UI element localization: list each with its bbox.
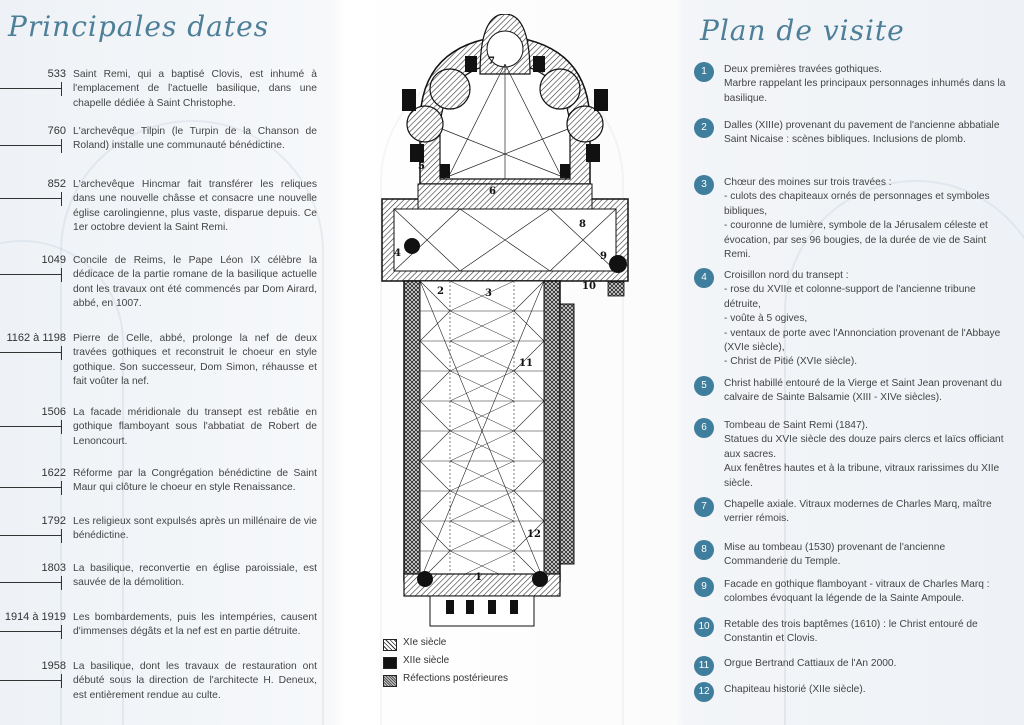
item-line: Aux fenêtres hautes et à la tribune, vitraux rarissimes du XIIe siècle. — [724, 463, 1000, 489]
item-line: Tombeau de Saint Remi (1847). — [724, 420, 868, 431]
item-line: Croisillon nord du transept : — [724, 270, 849, 281]
item-line: Deux premières travées gothiques. — [724, 64, 882, 75]
item-line: - Christ de Pitié (XVIe siècle). — [724, 356, 858, 368]
item-number-badge: 12 — [694, 682, 714, 702]
item-number-badge: 2 — [694, 118, 714, 138]
plan-label-12: 12 — [527, 529, 541, 540]
item-line: Marbre rappelant les principaux personnages inhumés dans la basilique. — [724, 78, 1006, 104]
date-year: 1049 — [41, 254, 66, 266]
item-line: - ventaux de porte avec l'Annonciation provenant de l'Abbaye (XVIe siècle), — [724, 327, 1001, 354]
item-description — [724, 683, 1008, 697]
visit-panel — [684, 0, 1024, 725]
date-marker — [0, 576, 62, 583]
date-year: 1803 — [41, 562, 66, 574]
item-number-badge: 8 — [694, 540, 714, 560]
date-description: Saint Remi, qui a baptisé Clovis, est inhumé à l'emplacement de l'actuelle basilique, dans une chapelle dédiée à Saint Christophe. — [73, 69, 317, 109]
item-description — [724, 269, 1008, 370]
plan-label-7: 7 — [488, 56, 495, 67]
date-year: 533 — [47, 68, 66, 80]
date-description: L'archevêque Tilpin (le Turpin de la Chanson de Roland) installe une communauté bénédictine. — [73, 126, 317, 152]
item-number-badge: 5 — [694, 376, 714, 396]
item-number-badge: 6 — [694, 418, 714, 438]
item-number-badge: 10 — [694, 617, 714, 637]
item-description — [724, 377, 1008, 406]
item-line: - rose du XVIIe et colonne-support de l'ancienne tribune détruite, — [724, 284, 976, 310]
item-line: Dalles (XIIIe) provenant du pavement de l'ancienne abbatiale Saint Nicaise : scènes bibliques. Inclusions de plomb. — [724, 120, 1000, 146]
plan-label-3: 3 — [485, 288, 492, 299]
item-line: Chapiteau historié (XIIe siècle). — [724, 684, 866, 695]
item-line: Orgue Bertrand Cattiaux de l'An 2000. — [724, 658, 897, 669]
west-facade — [404, 571, 560, 626]
item-description — [724, 541, 1008, 570]
plan-label-10: 10 — [582, 281, 596, 292]
nave — [404, 281, 574, 581]
date-description: L'archevêque Hincmar fait transférer les reliques dans une nouvelle châsse et consacre une nouvelle église carolingienne, plus vaste, disparue depuis. Ce 1er octobre devient la Saint Remi. — [73, 179, 317, 234]
basilica-floor-plan — [380, 14, 630, 634]
item-number-badge: 9 — [694, 577, 714, 597]
date-marker — [0, 346, 62, 353]
plan-label-5: 5 — [418, 161, 425, 172]
cross-swatch-icon — [383, 675, 397, 687]
item-line: Chapelle axiale. Vitraux modernes de Charles Marq, maître verrier rémois. — [724, 499, 992, 525]
date-marker — [0, 139, 62, 146]
item-number-badge: 7 — [694, 497, 714, 517]
date-year: 1506 — [41, 406, 66, 418]
dates-title: Principales dates — [8, 10, 270, 43]
item-description — [724, 419, 1008, 491]
item-description — [724, 119, 1008, 148]
plan-label-2: 2 — [437, 286, 444, 297]
item-description — [724, 176, 1008, 262]
hatch-swatch-icon — [383, 639, 397, 651]
plan-label-8: 8 — [579, 219, 586, 230]
item-number-badge: 3 — [694, 175, 714, 195]
transept — [382, 184, 628, 296]
item-line: Statues du XVIe siècle des douze pairs clercs et laïcs officiant aux sacres. — [724, 434, 1004, 460]
plan-label-9: 9 — [600, 251, 607, 262]
solid-swatch-icon — [383, 657, 397, 669]
item-line: - voûte à 5 ogives, — [724, 313, 808, 325]
date-marker — [0, 674, 62, 681]
item-line: Facade en gothique flamboyant - vitraux de Charles Marq : colombes évoquant la légende de la Sainte Ampoule. — [724, 579, 990, 605]
date-description: Concile de Reims, le Pape Léon IX célèbre la dédicace de la partie romane de la basilique actuelle dont les travaux ont été commencés par Dom Airard, abbé, en 1007. — [73, 255, 317, 310]
date-description: La basilique, dont les travaux de restauration ont débuté sous la direction de l'architecte H. Deneux, est entièrement rendue au culte. — [73, 661, 317, 701]
plan-label-11: 11 — [519, 358, 533, 369]
date-year: 1622 — [41, 467, 66, 479]
item-description — [724, 657, 1008, 671]
item-description — [724, 63, 1008, 106]
date-description: Les bombardements, puis les intempéries, causent d'immenses dégâts et la nef est en partie détruite. — [73, 612, 317, 638]
date-description: Pierre de Celle, abbé, prolonge la nef de deux travées gothiques et reconstruit le choeur en style gothique. Son successeur, Dom Simon, réhausse et fait voûter la nef. — [73, 333, 317, 388]
item-description — [724, 498, 1008, 527]
visit-title: Plan de visite — [700, 14, 905, 47]
item-description — [724, 618, 1008, 647]
date-description: La facade méridionale du transept est rebâtie en gothique flamboyant sous l'abbatiat de Robert de Lenoncourt. — [73, 407, 317, 447]
choir — [402, 14, 608, 184]
date-year: 852 — [47, 178, 66, 190]
date-year: 760 — [47, 125, 66, 137]
plan-label-4: 4 — [394, 248, 401, 259]
item-number-badge: 4 — [694, 268, 714, 288]
date-description: Réforme par la Congrégation bénédictine de Saint Maur qui clôture le choeur en style Renaissance. — [73, 468, 317, 494]
date-marker — [0, 420, 62, 427]
item-number-badge: 1 — [694, 62, 714, 82]
date-description: Les religieux sont expulsés après un millénaire de vie bénédictine. — [73, 516, 317, 542]
item-line: - couronne de lumière, symbole de la Jérusalem céleste et évocation, par ses 96 bougies, de la durée de vie de Saint Remi. — [724, 220, 988, 261]
date-marker — [0, 192, 62, 199]
item-line: Mise au tombeau (1530) provenant de l'ancienne Commanderie du Temple. — [724, 542, 946, 568]
item-line: - culots des chapiteaux ornés de personnages et symboles bibliques, — [724, 191, 990, 217]
item-line: Chœur des moines sur trois travées : — [724, 177, 892, 188]
plan-label-1: 1 — [475, 572, 482, 583]
item-line: Christ habillé entouré de la Vierge et Saint Jean provenant du calvaire de Sainte Balsamie (XIII - XIVe siècles). — [724, 378, 1002, 404]
date-marker — [0, 529, 62, 536]
item-number-badge: 11 — [694, 656, 714, 676]
plan-label-6: 6 — [489, 186, 496, 197]
date-year: 1162 à 1198 — [6, 332, 66, 344]
date-marker — [0, 481, 62, 488]
brochure-sheet: Principales dates 533 Saint Remi, qui a baptisé Clovis, est inhumé à l'emplacement de l'actuelle basilique, dans une chapelle dédiée à Saint Christophe. 760 L'archevêque Tilpin (le Turpin de la Chanson de Roland) installe une communauté bénédictine. 852 L'archevêque Hincmar fait transférer les reliques dans une nouvelle châsse et consacre une nouvelle église carolingienne, plus vaste, disparue depuis. Ce 1er octobre devient la Saint Remi. 1049 Concile de Reims, le Pape Léon IX célèbre la dédicace de la partie romane de la basilique actuelle dont les travaux ont été commencés par Dom Airard, abbé, en 1007. 1162 à 1198 Pierre de Celle, abbé, prolonge la nef de deux travées gothiques et reconstruit le choeur en style gothique. Son successeur, Dom Simon, réhausse et fait voûter la nef. 1506 La facade méridionale du transept est rebâtie en gothique flamboyant sous l'abbatiat de Robert de Lenoncourt. 1622 Réforme par la Congrégation bénédictine de Saint Maur qui clôture le choeur en style Renaissance. 1792 Les religieux sont expulsés après un millénaire de vie bénédictine. 1803 La basilique, reconvertie en église paroissiale, est sauvée de la démolition. 1914 à 1919 Les bombardements, puis les intempéries, causent d'immenses dégâts et la nef est en partie détruite. 1958 La basilique, dont les travaux de restauration ont débuté sous la direction de l'architecte H. Deneux, est entièrement rendue au culte. 1 2 3 4 5 6 7 8 9 10 11 12 XIe siècle XIIe siècle Réfections postérieures Plan de visite 1 Deux premières travées gothiques. Marbre rappelant les principaux personnages inhumés dans la basilique. 2 Dalles (XIIIe) provenant du pavement de l'ancienne abbatiale Saint Nicaise : scènes bibliques. Inclusions de plomb. 3 Chœur des moines sur trois travées : - culots des chapiteaux ornés de personnages et symboles bibliques, - couronne de lumière, symbole de la Jérusalem céleste et évocation, par ses 96 bougies, de la durée de vie de Saint Remi. 4 Croisillon nord du transept : - rose du XVIIe et colonne-support de l'ancienne tribune détruite, - voûte à 5 ogives, - ventaux de porte avec l'Annonciation provenant de l'Abbaye (XVIe siècle), - Christ de Pitié (XVIe siècle). 5 Christ habillé entouré de la Vierge et Saint Jean provenant du calvaire de Sainte Balsamie (XIII - XIVe siècles). 6 Tombeau de Saint Remi (1847). Statues du XVIe siècle des douze pairs clercs et laïcs officiant aux sacres. Aux fenêtres hautes et à la tribune, vitraux rarissimes du XIIe siècle. 7 Chapelle axiale. Vitraux modernes de Charles Marq, maître verrier rémois. 8 Mise au tombeau (1530) provenant de l'ancienne Commanderie du Temple. 9 Facade en gothique flamboyant - vitraux de Charles Marq : colombes évoquant la légende de la Sainte Ampoule. 10 Retable des trois baptêmes (1610) : le Christ entouré de Constantin et Clovis. 11 Orgue Bertrand Cattiaux de l'An 2000. 12 Chapiteau historié (XIIe siècle). — [0, 0, 1024, 725]
date-year: 1958 — [41, 660, 66, 672]
date-description: La basilique, reconvertie en église paroissiale, est sauvée de la démolition. — [73, 563, 317, 589]
date-year: 1792 — [41, 515, 66, 527]
date-marker — [0, 268, 62, 275]
dates-panel — [0, 0, 335, 725]
date-marker — [0, 82, 62, 89]
item-line: Retable des trois baptêmes (1610) : le Christ entouré de Constantin et Clovis. — [724, 619, 978, 645]
date-marker — [0, 625, 62, 632]
date-year: 1914 à 1919 — [4, 611, 66, 623]
item-description — [724, 578, 1008, 607]
